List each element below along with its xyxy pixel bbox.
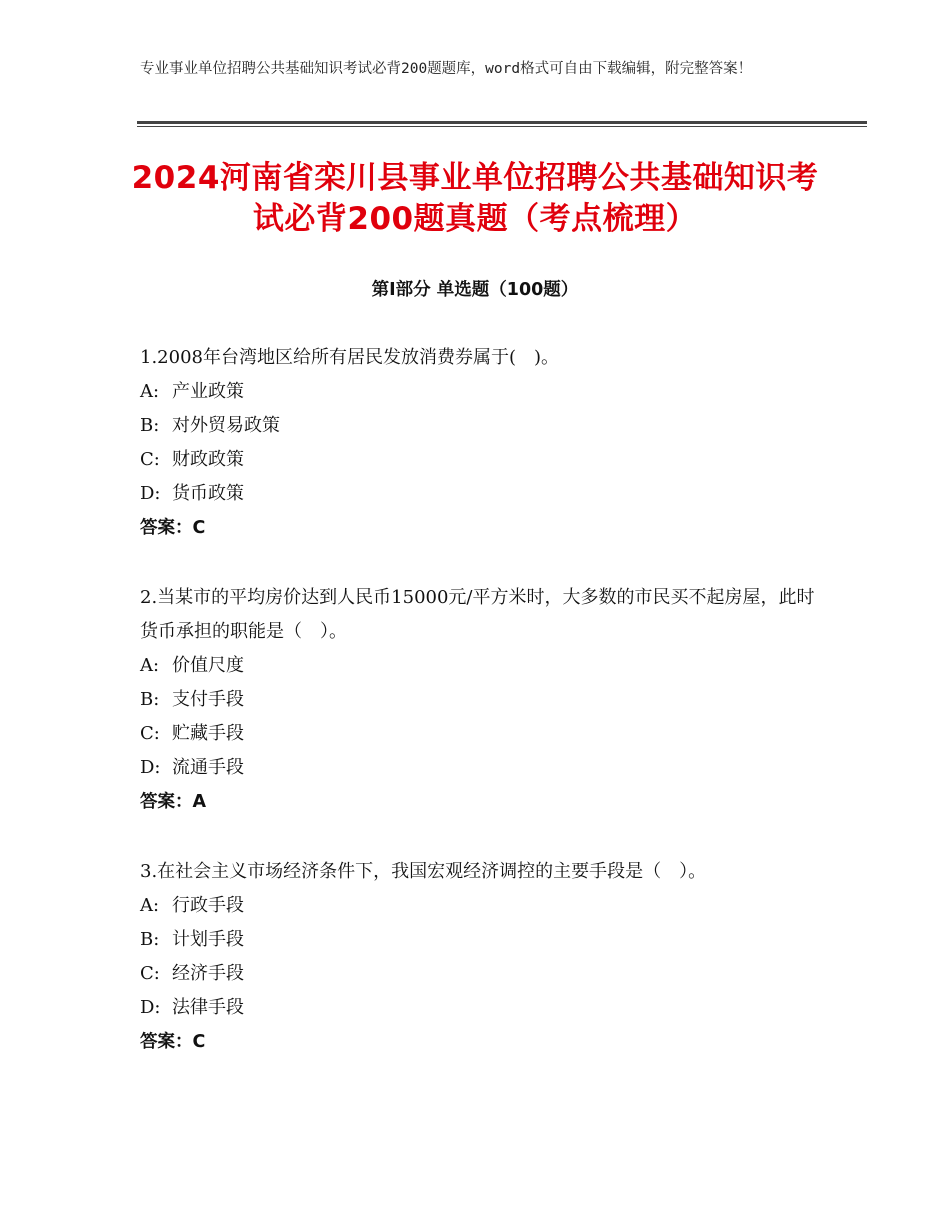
option-key: C: [140,963,160,984]
question-2 [140,581,820,819]
option-key: C: [140,449,160,470]
option-text: 价值尺度 [172,655,244,676]
question-3 [140,855,820,1059]
option-text: 法律手段 [172,997,244,1018]
option-key: D: [140,483,161,504]
answer: 答案：A [140,792,207,812]
option-text: 产业政策 [172,381,244,402]
option-text: 流通手段 [172,757,244,778]
option-text: 经济手段 [172,963,244,984]
option-d [140,991,820,1025]
answer: 答案：C [140,1032,206,1052]
option-text: 计划手段 [172,929,244,950]
header-rule-thin [137,126,867,127]
option-text: 货币政策 [172,483,244,504]
option-key: D: [140,757,161,778]
option-d [140,477,820,511]
option-b [140,923,820,957]
option-key: A: [140,381,160,402]
option-key: B: [140,689,160,710]
option-key: C: [140,723,160,744]
option-c [140,717,820,751]
option-key: A: [140,895,160,916]
document-title: 2024河南省栾川县事业单位招聘公共基础知识考试必背200题真题（考点梳理） [131,160,819,237]
option-b [140,683,820,717]
option-text: 财政政策 [172,449,244,470]
option-text: 贮藏手段 [172,723,244,744]
answer: 答案：C [140,518,206,538]
option-a [140,649,820,683]
question-1 [140,341,820,545]
option-c [140,957,820,991]
option-c [140,443,820,477]
option-key: D: [140,997,161,1018]
question-stem: 3.在社会主义市场经济条件下，我国宏观经济调控的主要手段是（ ）。 [140,861,707,882]
option-key: B: [140,929,160,950]
option-text: 对外贸易政策 [172,415,280,436]
question-stem: 2.当某市的平均房价达到人民币15000元/平方米时，大多数的市民买不起房屋，此时货币承担的职能是（ ）。 [140,587,815,642]
option-a [140,889,820,923]
option-b [140,409,820,443]
option-key: A: [140,655,160,676]
option-text: 行政手段 [172,895,244,916]
question-stem: 1.2008年台湾地区给所有居民发放消费券属于( )。 [140,347,560,368]
section-heading: 第Ⅰ部分 单选题（100题） [371,280,579,300]
option-key: B: [140,415,160,436]
header-note: 专业事业单位招聘公共基础知识考试必背200题题库，word格式可自由下载编辑，附完整答案！ [140,61,753,77]
option-text: 支付手段 [172,689,244,710]
option-d [140,751,820,785]
option-a [140,375,820,409]
header-rule-thick [137,121,867,124]
